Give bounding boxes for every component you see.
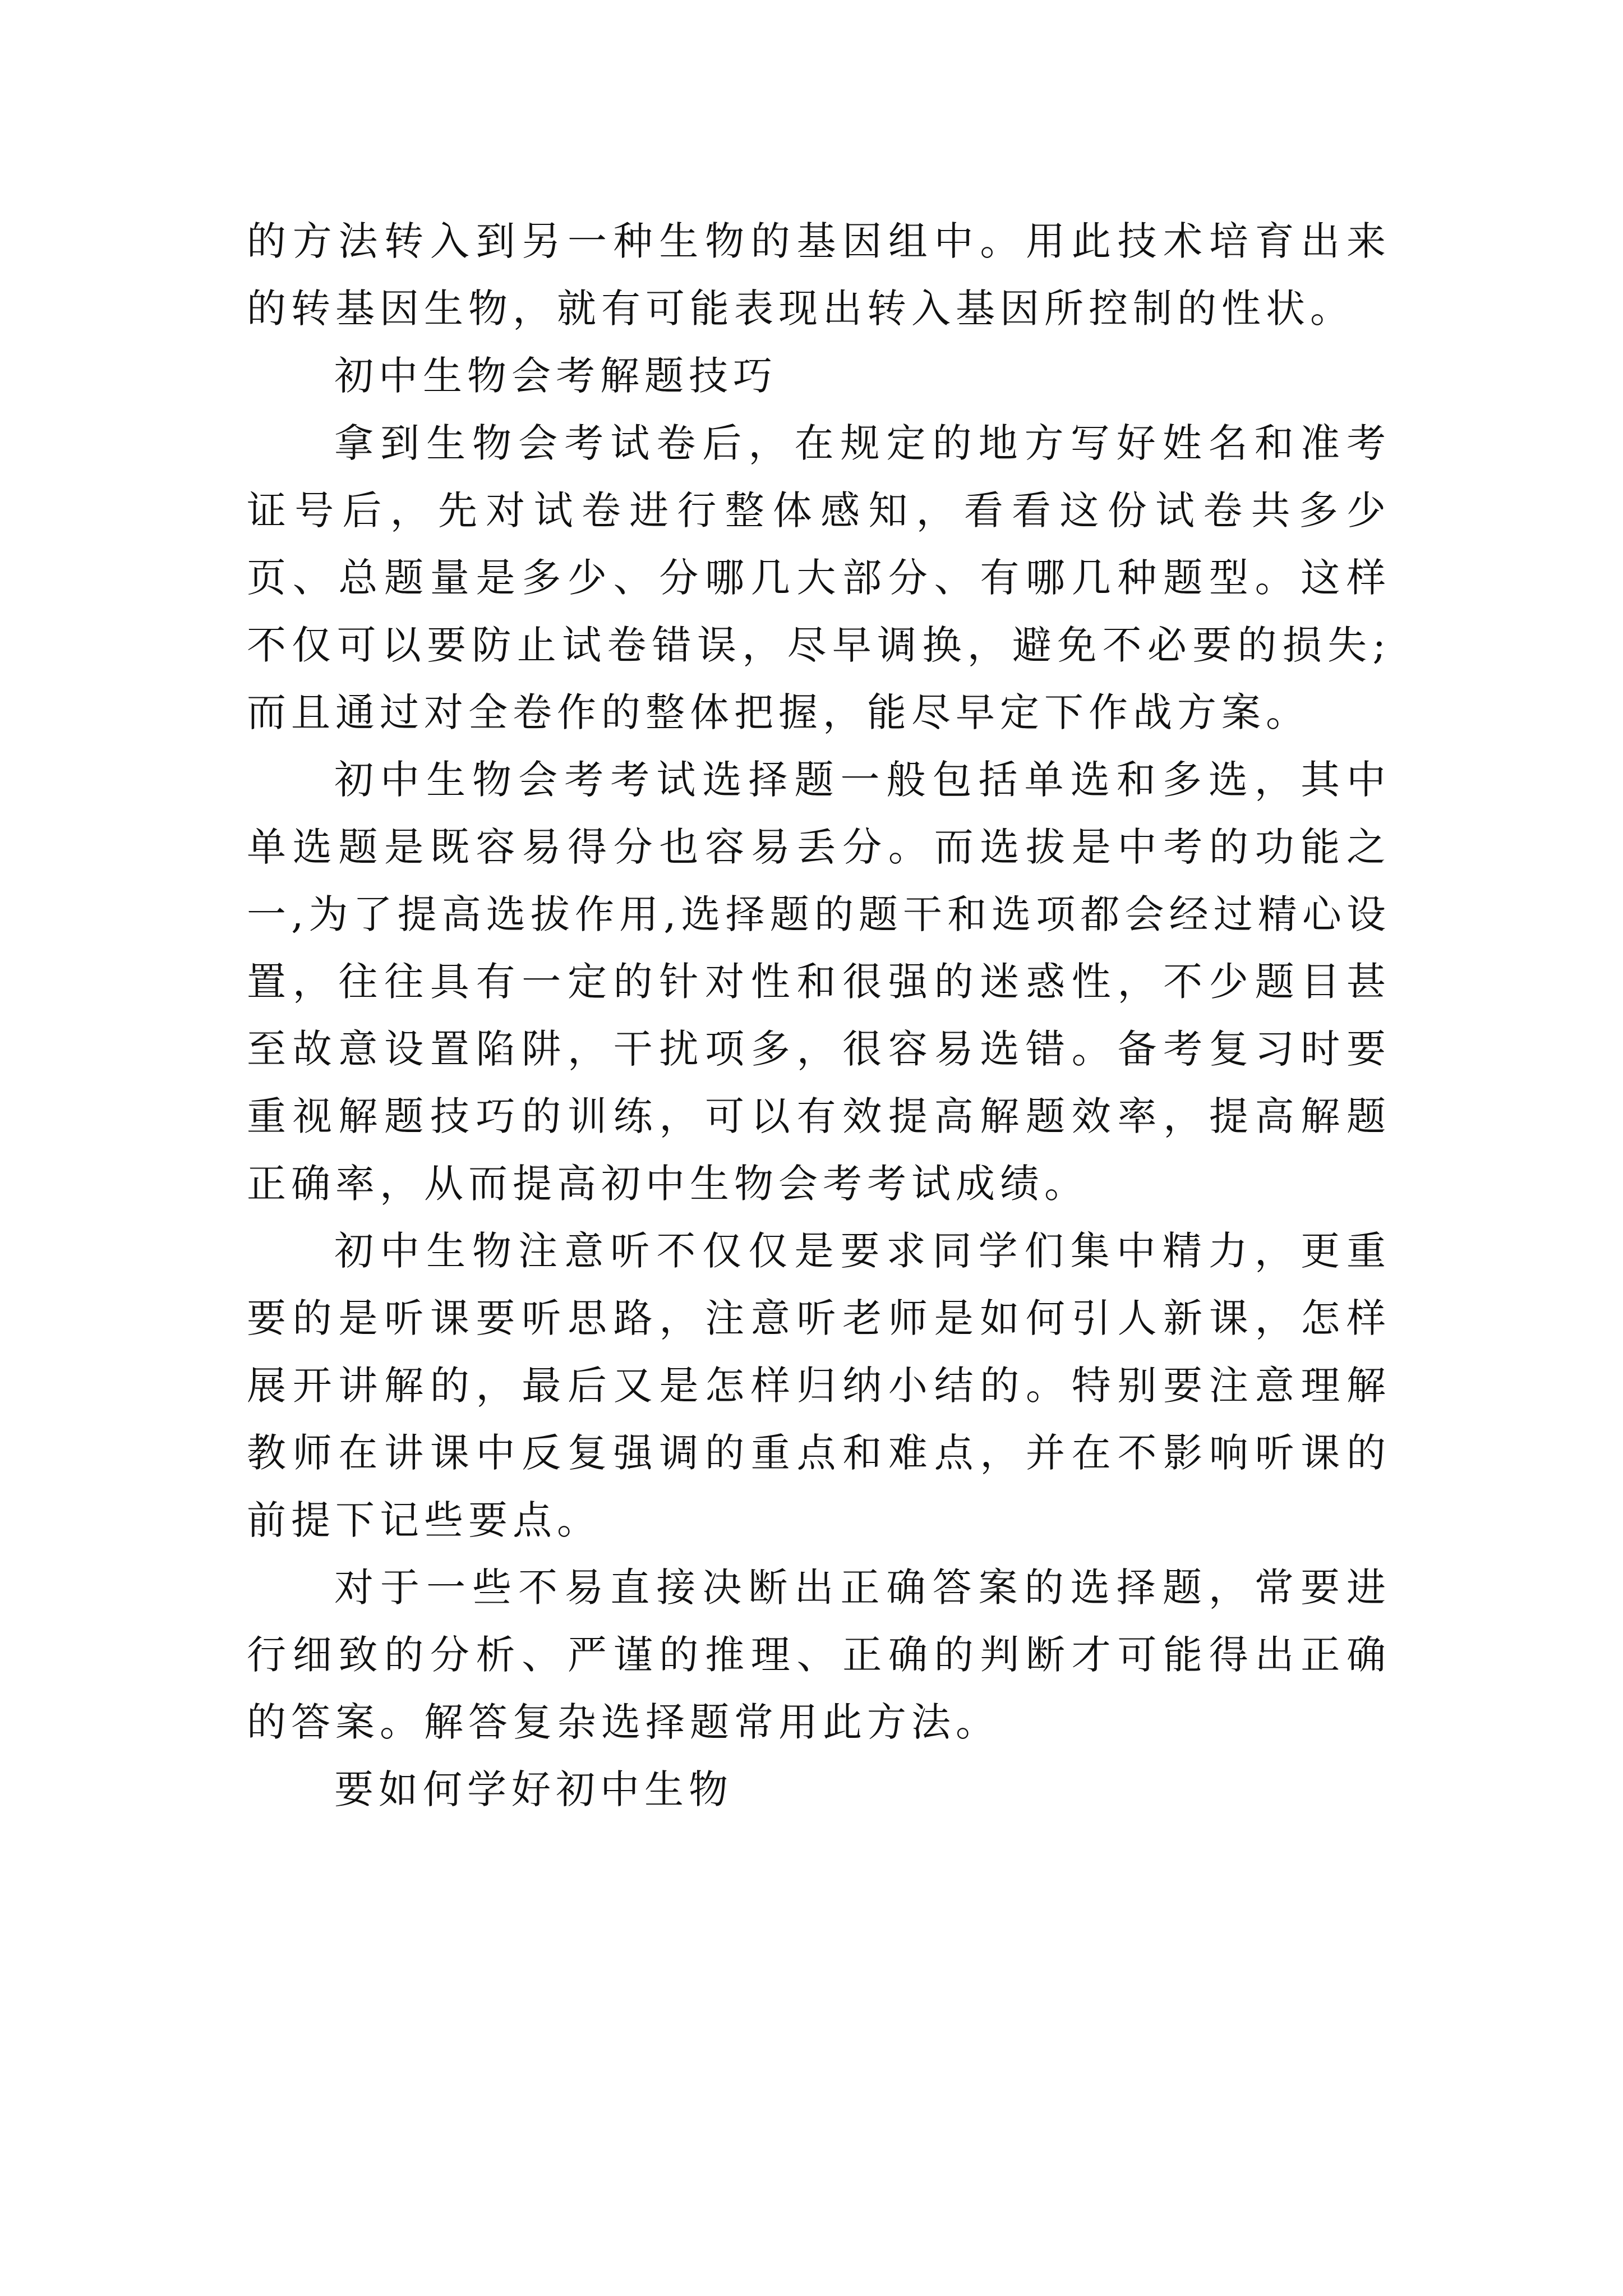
section-heading-study-biology: 要如何学好初中生物 — [334, 1766, 733, 1812]
paragraph-exam-preparation: 拿到生物会考试卷后，在规定的地方写好姓名和准考证号后，先对试卷进行整体感知，看看这份试卷共多少页、总题量是多少、分哪几大部分、有哪几种题型。这样不仅可以要防止试卷错误，尽早调换，避免不必要的损失;而且通过对全卷作的整体把握，能尽早定下作战方案。 — [247, 420, 1391, 735]
document-body — [247, 208, 1391, 1823]
paragraph-listening: 初中生物注意听不仅仅是要求同学们集中精力，更重要的是听课要听思路，注意听老师是如何引人新课，怎样展开讲解的，最后又是怎样归纳小结的。特别要注意理解教师在讲课中反复强调的重点和难点，并在不影响听课的前提下记些要点。 — [247, 1228, 1391, 1543]
paragraph-complex-choice: 对于一些不易直接决断出正确答案的选择题，常要进行细致的分析、严谨的推理、正确的判断才可能得出正确的答案。解答复杂选择题常用此方法。 — [247, 1565, 1391, 1745]
paragraph-multiple-choice: 初中生物会考考试选择题一般包括单选和多选，其中单选题是既容易得分也容易丢分。而选拔是中考的功能之一,为了提高选拔作用,选择题的题干和选项都会经过精心设置，往往具有一定的针对性和很强的迷惑性，不少题目甚至故意设置陷阱，干扰项多，很容易选错。备考复习时要重视解题技巧的训练，可以有效提高解题效率，提高解题正确率，从而提高初中生物会考考试成绩。 — [247, 757, 1391, 1207]
section-heading-exam-tips: 初中生物会考解题技巧 — [334, 353, 777, 399]
paragraph-continued: 的方法转入到另一种生物的基因组中。用此技术培育出来的转基因生物，就有可能表现出转入基因所控制的性状。 — [247, 218, 1391, 332]
